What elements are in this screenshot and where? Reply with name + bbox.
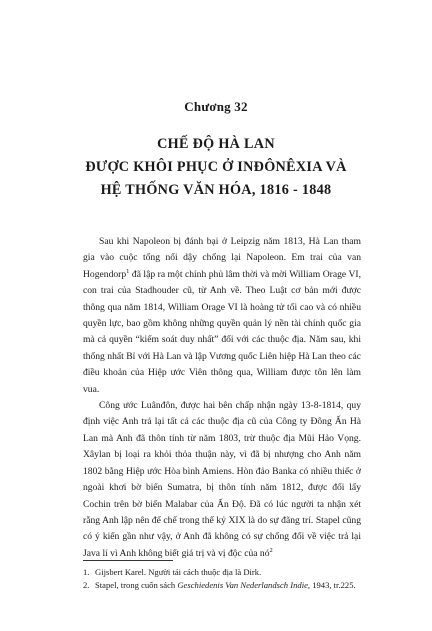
footnote-number: 1. <box>83 567 90 577</box>
paragraph-2-text: Công ước Luânđôn, được hai bên chấp nhận ngày 13-8-1814, quy định việc Anh trả lại tất cả các thuộc địa cũ của Công ty Đông Ấn Hà Lan mà Anh đã thôn tính từ năm 1803, trừ thuộc địa Mũi Hảo Vọng. Xâylan bị loại ra khỏi thỏa thuận này, vì đã bị nhượng cho Anh năm 1802 bằng Hiệp ước Hòa bình Amiens. Hòn đảo Banka có nhiều thiếc ở ngoài khơi bờ biển Sumatra, bị thôn tính năm 1812, được đổi lấy Cochin trên bờ biển Malabar của Ấn Độ. Đã có lúc người ta nhận xét rằng Anh lập nên để chế trong thế kỷ XIX là do sự đãng trí. Stapel cũng có ý kiến gần như vậy, ở Anh đã không có sự chống đối về việc trả lại Java lí vì Anh không biết giá trị và vị độc của nó <box>83 400 361 559</box>
chapter-title-line-2: ĐƯỢC KHÔI PHỤC Ở INĐÔNÊXIA VÀ <box>85 159 347 175</box>
footnote-ref-2: 2 <box>269 546 273 554</box>
footnote-ref-1: 1 <box>126 267 130 275</box>
footnote-text: Gijsbert Karel. Người tái cách thuộc địa là Dirk. <box>95 567 262 577</box>
chapter-title-line-1: CHẾ ĐỘ HÀ LAN <box>157 136 275 152</box>
chapter-title-line-3: HỆ THỐNG VĂN HÓA, 1816 - 1848 <box>100 182 332 198</box>
footnote-text <box>95 579 361 592</box>
paragraph-1-text-cont: đã lập ra một chính phủ lâm thời và mời William Orage VI, con trai của Stadhouder cũ, từ Anh về. Theo Luật cơ bản mới được thông qua năm 1814, William Orage VI là hoàng tử tối cao và có nhiều quyền lực, bao gồm không những quyền quản lý nền tài chính quốc gia mà cả quyền “kiểm soát duy nhất” đối với các thuộc địa. Năm sau, khi thống nhất Bỉ với Hà Lan và lập Vương quốc Liên hiệp Hà Lan theo các điều khoản của Hiệp ước Viên thông qua, William được tôn lên làm vua. <box>83 268 361 395</box>
paragraph-1 <box>83 234 361 398</box>
paragraph-1-text: Sau khi Napoleon bị đánh bại ở Leipzig năm 1813, Hà Lan tham gia vào cuộc tổng nổi dậy chống lại Napoleon. Em trai của van Hogendorp <box>83 236 361 280</box>
footnotes <box>83 566 361 592</box>
footnote-text-pre: Stapel, trong cuốn sách <box>95 579 178 590</box>
paragraph-2 <box>83 398 361 562</box>
footnote-book-title: Geschiedenis Van Nederlandsch Indie <box>177 579 308 590</box>
footnote-number: 2. <box>83 579 90 590</box>
footnote-1 <box>83 566 361 579</box>
body-text <box>83 234 361 562</box>
chapter-title <box>40 133 392 202</box>
footnote-divider <box>83 560 173 561</box>
footnote-2 <box>83 579 361 592</box>
footnote-text-post: , 1943, tr.225. <box>307 579 356 590</box>
chapter-label: Chương 32 <box>184 99 248 114</box>
